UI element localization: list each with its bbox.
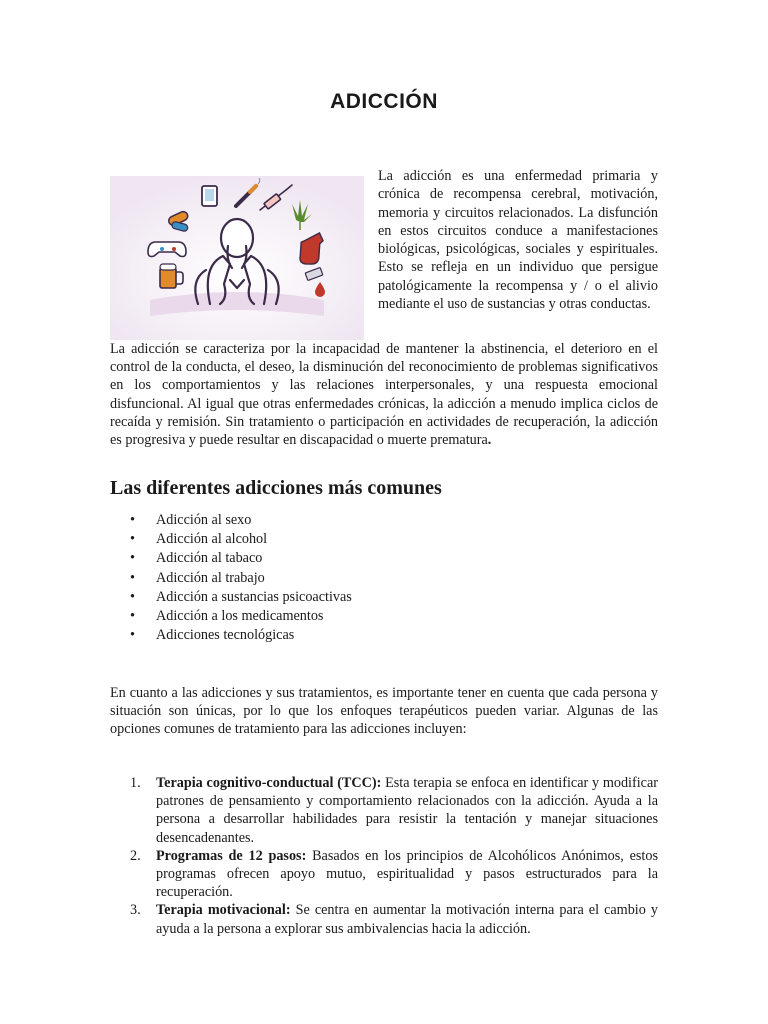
list-item bbox=[130, 530, 352, 549]
item-number: 3. bbox=[130, 902, 141, 919]
treatment-text: Basados en los principios de Alcohólicos Anónimos, estos programas ofrecen apoyo mutuo, espiritualidad y pasos estructurados para la recuperación. bbox=[156, 847, 658, 901]
list-item bbox=[130, 511, 352, 530]
description-paragraph bbox=[110, 340, 658, 449]
list-item-text: Adicción al alcohol bbox=[156, 531, 268, 548]
bullet-marker: • bbox=[130, 531, 135, 548]
list-item-text: Adicción al tabaco bbox=[156, 550, 263, 567]
addictions-list bbox=[130, 511, 352, 645]
tablet-icon bbox=[202, 186, 217, 206]
description-end: . bbox=[487, 432, 492, 449]
list-item-text: Adicción a los medicamentos bbox=[156, 608, 324, 625]
list-item-text: Adicción al trabajo bbox=[156, 569, 265, 586]
treatment-name: Terapia cognitivo-conductual (TCC): bbox=[156, 775, 382, 791]
list-item bbox=[130, 569, 352, 588]
list-item-text: Adicciones tecnológicas bbox=[156, 627, 295, 644]
bullet-marker: • bbox=[130, 569, 135, 586]
treatments-list bbox=[130, 774, 658, 938]
treatment-item bbox=[130, 847, 658, 902]
item-number: 1. bbox=[130, 775, 141, 791]
addiction-illustration bbox=[110, 176, 364, 340]
section-heading: Las diferentes adicciones más comunes bbox=[110, 477, 442, 499]
bullet-marker: • bbox=[130, 627, 135, 644]
item-number: 2. bbox=[130, 847, 141, 864]
list-item bbox=[130, 588, 352, 607]
treatment-item bbox=[130, 901, 658, 937]
list-item bbox=[130, 626, 352, 645]
treatment-text: Se centra en aumentar la motivación interna para el cambio y ayuda a la persona a explorar sus ambivalencias hacia la adicción. bbox=[156, 902, 658, 937]
treatment-item bbox=[130, 774, 658, 847]
page-title: ADICCIÓN bbox=[330, 90, 438, 113]
treatment-name: Programas de 12 pasos: bbox=[156, 847, 307, 864]
bullet-marker: • bbox=[130, 512, 135, 528]
intro-paragraph: La adicción es una enfermedad primaria y crónica de recompensa cerebral, motivación, memoria y circuitos relacionados. La disfunción en estos circuitos conduce a manifestaciones biológicas, psicológicas, sociales y espirituales. Esto se refleja en un individuo que persigue patológicamente la recompensa y / o el alivio mediante el uso de sustancias y otras conductas. bbox=[378, 168, 658, 313]
list-item bbox=[130, 607, 352, 626]
treatment-name: Terapia motivacional: bbox=[156, 902, 291, 919]
treatment-text: Esta terapia se enfoca en identificar y modificar patrones de pensamiento y comportamiento relacionados con la adicción. Ayuda a la persona a desarrollar habilidades para resistir la tentación y manejar situaciones desencadenantes. bbox=[156, 775, 658, 846]
bullet-marker: • bbox=[130, 550, 135, 567]
bullet-marker: • bbox=[130, 588, 135, 605]
treatment-intro-paragraph: En cuanto a las adicciones y sus tratamientos, es importante tener en cuenta que cada persona y situación son únicas, por lo que los enfoques terapéuticos pueden variar. Algunas de las opciones comunes de tratamiento para las adicciones incluyen: bbox=[110, 685, 658, 738]
bullet-marker: • bbox=[130, 608, 135, 625]
list-item-text: Adicción al sexo bbox=[156, 512, 252, 528]
list-item-text: Adicción a sustancias psicoactivas bbox=[156, 588, 352, 605]
list-item bbox=[130, 549, 352, 568]
description-text: La adicción se caracteriza por la incapacidad de mantener la abstinencia, el deterioro en el control de la conducta, el deseo, la disminución del reconocimiento de problemas significativos en los comportamientos y las relaciones interpersonales, y una respuesta emocional disfuncional. Al igual que otras enfermedades crónicas, la adicción a menudo implica ciclos de recaída y remisión. Sin tratamiento o participación en actividades de recuperación, la adicción es progresiva y puede resultar en discapacidad o muerte prematura bbox=[110, 341, 658, 449]
